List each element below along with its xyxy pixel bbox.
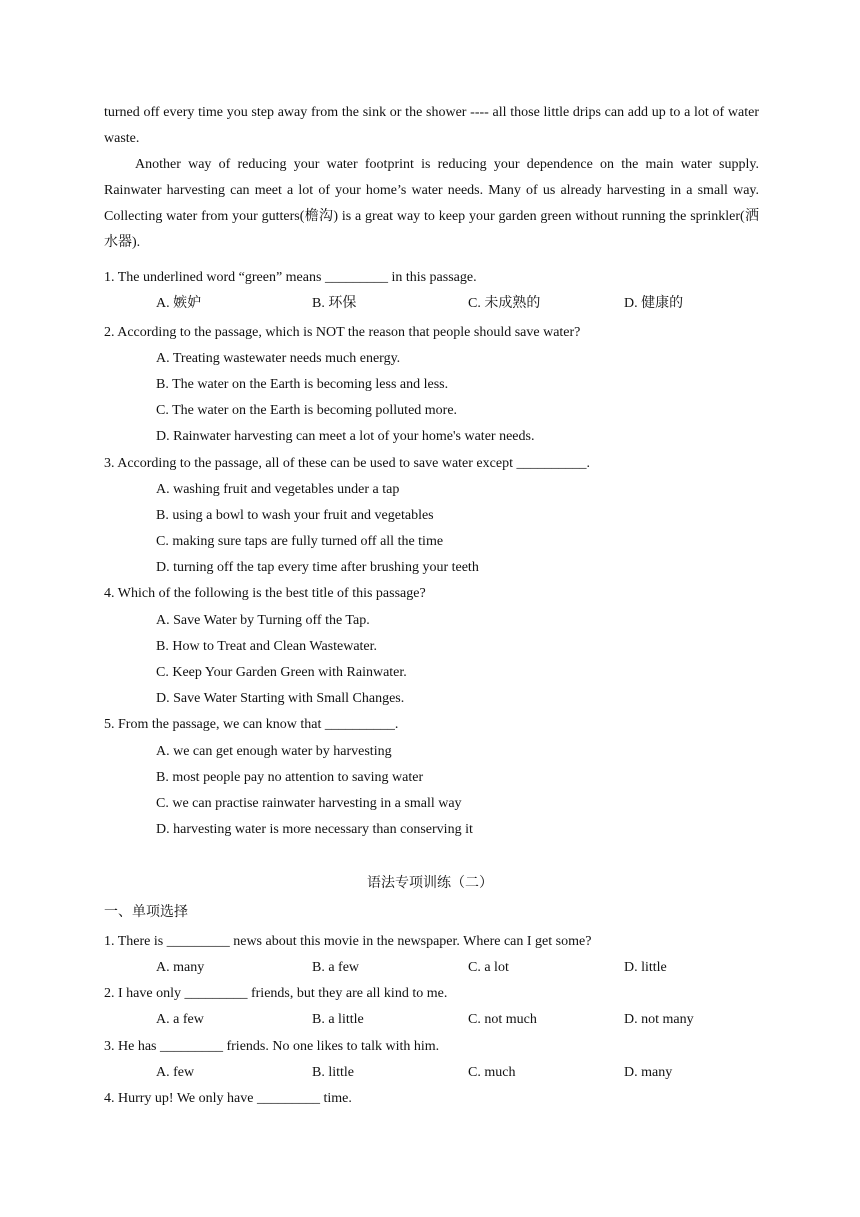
reading-question-3: 3. According to the passage, all of these can be used to save water except __________. [104, 456, 590, 471]
option-b: B. a little [312, 1012, 364, 1027]
option-a: A. many [156, 960, 205, 975]
option-d: D. little [624, 960, 667, 975]
option-d: D. harvesting water is more necessary than conserving it [156, 822, 473, 837]
option-c: C. making sure taps are fully turned off all the time [156, 534, 444, 549]
reading-question-4: 4. Which of the following is the best title of this passage? [104, 586, 426, 601]
grammar-question-2: 2. I have only _________ friends, but they are all kind to me. [104, 986, 448, 1001]
grammar-question-1: 1. There is _________ news about this movie in the newspaper. Where can I get some? [104, 934, 592, 949]
option-a: A. we can get enough water by harvesting [156, 744, 392, 759]
passage-paragraph-2: Another way of reducing your water footprint is reducing your dependence on the main water supply. Rainwater harvesting can meet a lot of your home’s water needs. Many of us already harvesting in a small way. Collecting water from your gutters(檐沟) is a great way to keep your garden green without running the sprinkler(洒水器). [104, 157, 759, 250]
section-title: 语法专项训练（二） [367, 876, 493, 891]
option-c: C. much [468, 1065, 516, 1080]
option-d: D. turning off the tap every time after brushing your teeth [156, 560, 479, 575]
option-d: D. not many [624, 1012, 694, 1027]
option-a: A. 嫉妒 [156, 296, 202, 311]
option-a: A. a few [156, 1012, 204, 1027]
option-d: D. Rainwater harvesting can meet a lot of your home's water needs. [156, 429, 535, 444]
reading-question-5: 5. From the passage, we can know that __________. [104, 717, 399, 732]
option-a: A. few [156, 1065, 195, 1080]
grammar-question-3: 3. He has _________ friends. No one likes to talk with him. [104, 1039, 440, 1054]
option-a: A. washing fruit and vegetables under a tap [156, 482, 400, 497]
section-heading: 一、单项选择 [104, 905, 188, 920]
grammar-question-4: 4. Hurry up! We only have _________ time. [104, 1091, 352, 1106]
option-b: B. using a bowl to wash your fruit and vegetables [156, 508, 434, 523]
option-c: C. 未成熟的 [468, 296, 541, 311]
option-b: B. The water on the Earth is becoming less and less. [156, 377, 449, 392]
option-c: C. The water on the Earth is becoming polluted more. [156, 403, 458, 418]
option-d: D. many [624, 1065, 673, 1080]
reading-question-2: 2. According to the passage, which is NOT the reason that people should save water? [104, 325, 581, 340]
option-a: A. Treating wastewater needs much energy. [156, 351, 401, 366]
option-b: B. 环保 [312, 296, 357, 311]
passage-paragraph-1-tail: turned off every time you step away from the sink or the shower ---- all those little drips can add up to a lot of water waste. [104, 105, 759, 146]
option-b: B. most people pay no attention to saving water [156, 770, 424, 785]
option-b: B. a few [312, 960, 360, 975]
option-b: B. little [312, 1065, 354, 1080]
option-d: D. 健康的 [624, 296, 684, 311]
option-c: C. not much [468, 1012, 537, 1027]
option-c: C. Keep Your Garden Green with Rainwater. [156, 665, 407, 680]
option-b: B. How to Treat and Clean Wastewater. [156, 639, 378, 654]
option-a: A. Save Water by Turning off the Tap. [156, 613, 370, 628]
reading-question-1: 1. The underlined word “green” means _________ in this passage. [104, 270, 477, 285]
option-d: D. Save Water Starting with Small Changes. [156, 691, 405, 706]
option-c: C. we can practise rainwater harvesting in a small way [156, 796, 462, 811]
option-c: C. a lot [468, 960, 509, 975]
